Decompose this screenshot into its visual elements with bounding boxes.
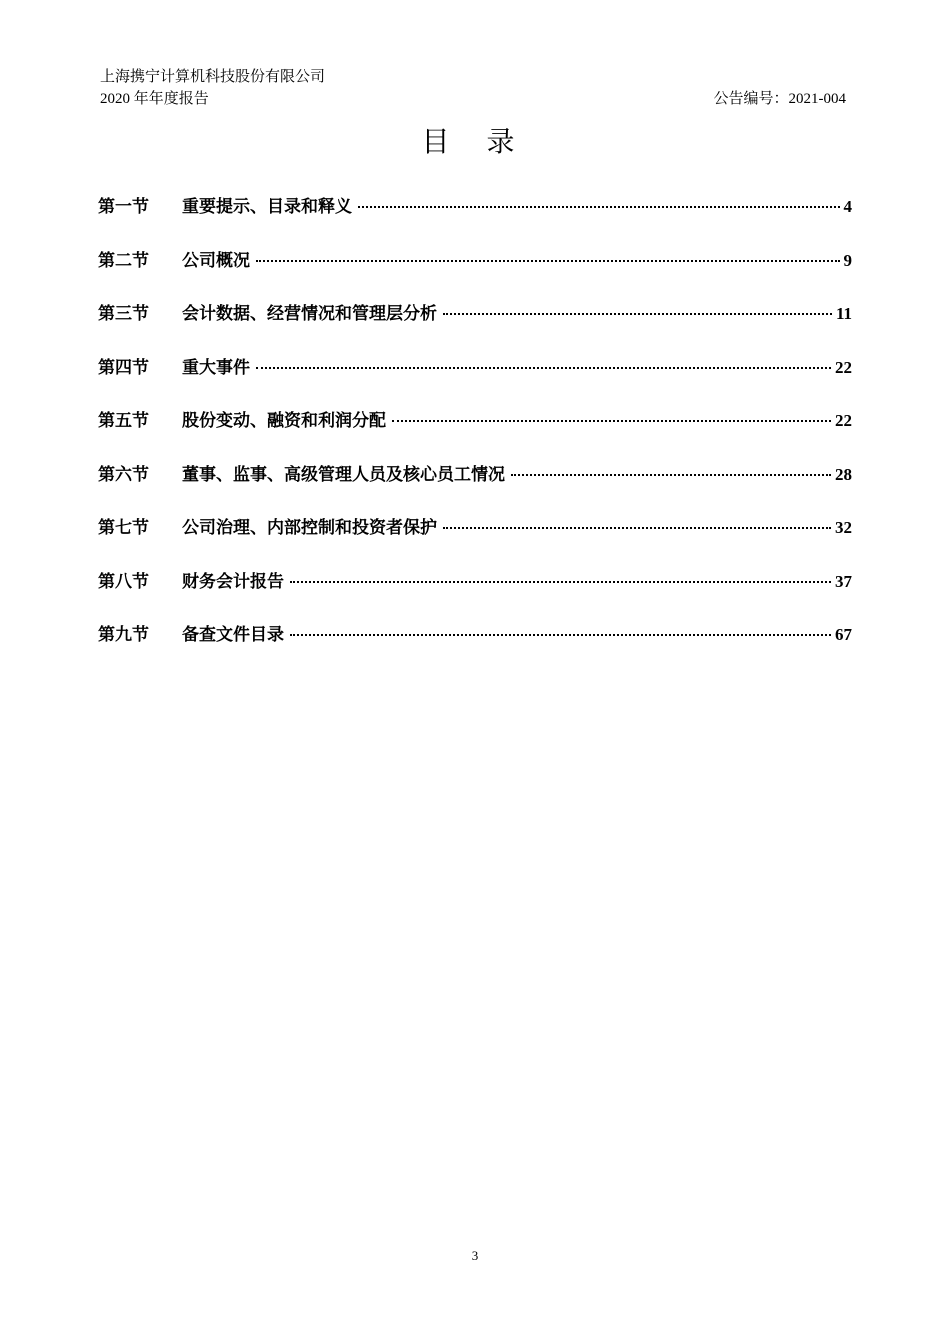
toc-page: 22 (835, 357, 852, 377)
toc-leader-dots (290, 634, 831, 636)
toc-page: 4 (843, 197, 852, 216)
report-name: 2020 年年度报告 (100, 91, 209, 107)
table-of-contents (98, 192, 852, 674)
announcement-number: 公告编号：2021-004 (713, 91, 846, 107)
toc-leader-dots (443, 527, 831, 529)
toc-leader-dots (290, 581, 831, 583)
toc-page: 9 (843, 250, 852, 270)
toc-item[interactable] (98, 460, 852, 514)
toc-label: 股份变动、融资和利润分配 (182, 411, 386, 431)
toc-page: 67 (835, 625, 852, 644)
toc-item[interactable] (98, 406, 852, 460)
toc-item[interactable] (98, 567, 852, 621)
toc-item[interactable] (98, 192, 852, 246)
toc-item[interactable] (98, 299, 852, 353)
toc-leader-dots (256, 260, 840, 262)
page-number: 3 (471, 1248, 479, 1263)
toc-leader-dots (392, 420, 831, 422)
toc-section: 第三节 (98, 304, 149, 324)
toc-section: 第七节 (98, 518, 149, 538)
toc-section: 第九节 (98, 625, 149, 645)
toc-page: 11 (835, 304, 852, 323)
toc-item[interactable] (98, 513, 852, 567)
toc-page: 32 (835, 518, 852, 537)
toc-label: 董事、监事、高级管理人员及核心员工情况 (182, 464, 505, 485)
header-row (100, 88, 846, 110)
toc-section: 第五节 (98, 411, 149, 431)
toc-page: 28 (835, 464, 852, 484)
toc-label: 公司治理、内部控制和投资者保护 (182, 518, 437, 538)
page-header (100, 66, 846, 110)
toc-item[interactable] (98, 246, 852, 300)
page-title: 目 录 (421, 125, 529, 158)
toc-leader-dots (443, 313, 832, 315)
toc-label: 备查文件目录 (182, 625, 284, 645)
company-name: 上海携宁计算机科技股份有限公司 (100, 69, 326, 85)
toc-label: 会计数据、经营情况和管理层分析 (182, 304, 437, 324)
toc-label: 财务会计报告 (182, 571, 284, 592)
toc-page: 37 (835, 571, 852, 591)
toc-label: 公司概况 (182, 250, 250, 271)
toc-section: 第八节 (98, 571, 149, 592)
toc-leader-dots (256, 367, 831, 369)
toc-label: 重大事件 (182, 357, 250, 378)
toc-item[interactable] (98, 620, 852, 674)
toc-item[interactable] (98, 353, 852, 407)
toc-section: 第六节 (98, 464, 149, 485)
toc-section: 第四节 (98, 357, 149, 378)
toc-section: 第一节 (98, 197, 149, 217)
toc-leader-dots (511, 474, 831, 476)
toc-section: 第二节 (98, 250, 149, 271)
toc-leader-dots (358, 206, 840, 208)
toc-label: 重要提示、目录和释义 (182, 197, 352, 217)
toc-page: 22 (835, 411, 852, 430)
